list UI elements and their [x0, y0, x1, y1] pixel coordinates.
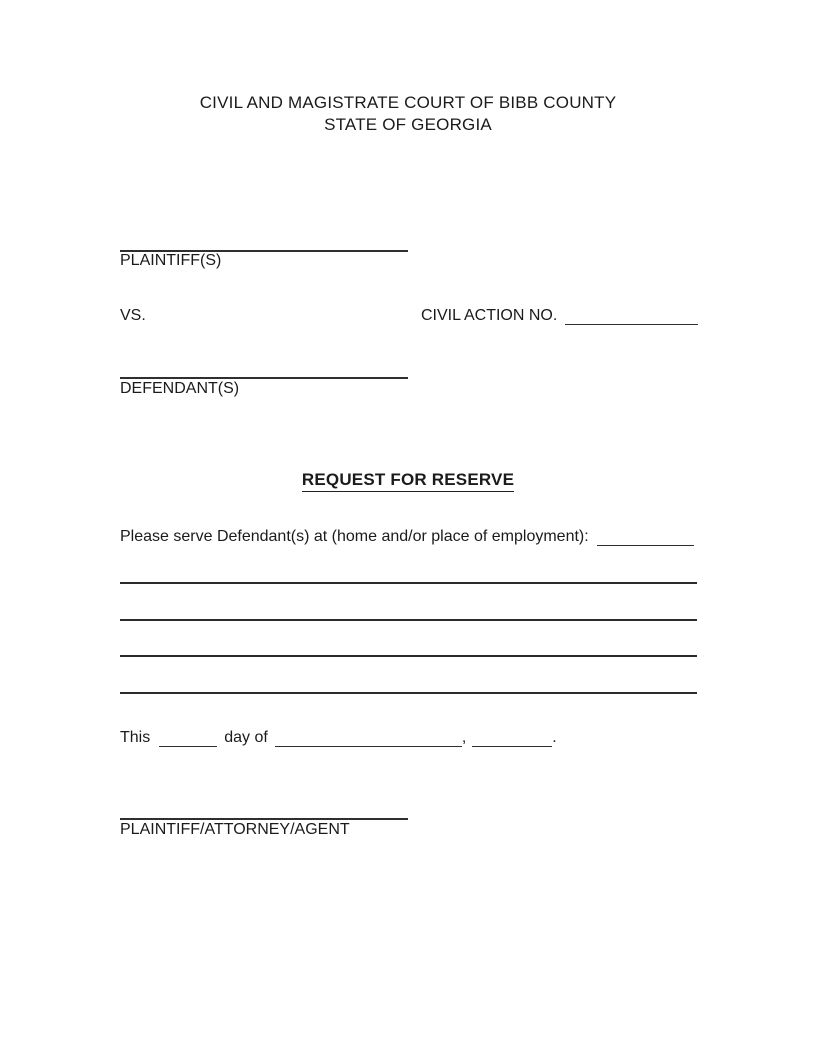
serve-location-blank[interactable] — [597, 529, 694, 546]
date-middle: day of — [224, 729, 268, 746]
civil-action-label: CIVIL ACTION NO. — [421, 307, 558, 324]
address-blank-line[interactable] — [120, 655, 697, 657]
state-line: STATE OF GEORGIA — [324, 115, 492, 134]
plaintiff-label: PLAINTIFF(S) — [120, 252, 222, 269]
court-name-line: CIVIL AND MAGISTRATE COURT OF BIBB COUNTY — [199, 93, 617, 112]
document-title — [0, 92, 816, 136]
date-comma: , — [461, 729, 467, 746]
date-period: . — [552, 729, 557, 746]
serve-instruction-text: Please serve Defendant(s) at (home and/or place of employment): — [120, 528, 589, 545]
address-lines — [120, 582, 697, 695]
date-prefix: This — [120, 729, 151, 746]
month-blank[interactable] — [275, 730, 462, 747]
address-blank-line[interactable] — [120, 692, 697, 694]
signature-blank-line[interactable] — [120, 818, 408, 820]
day-blank[interactable] — [159, 730, 217, 747]
document-heading-text: REQUEST FOR RESERVE — [302, 470, 514, 492]
defendant-name-blank-line[interactable] — [120, 377, 408, 379]
date-sentence — [120, 729, 557, 747]
year-blank[interactable] — [472, 730, 552, 747]
vs-label: VS. — [120, 307, 146, 324]
defendant-label: DEFENDANT(S) — [120, 380, 240, 397]
civil-action-row — [421, 307, 698, 325]
serve-instruction-row — [120, 528, 694, 546]
document-heading — [0, 470, 816, 492]
address-blank-line[interactable] — [120, 582, 697, 584]
civil-action-number-blank[interactable] — [565, 308, 698, 325]
address-blank-line[interactable] — [120, 619, 697, 621]
signature-label: PLAINTIFF/ATTORNEY/AGENT — [120, 821, 350, 838]
